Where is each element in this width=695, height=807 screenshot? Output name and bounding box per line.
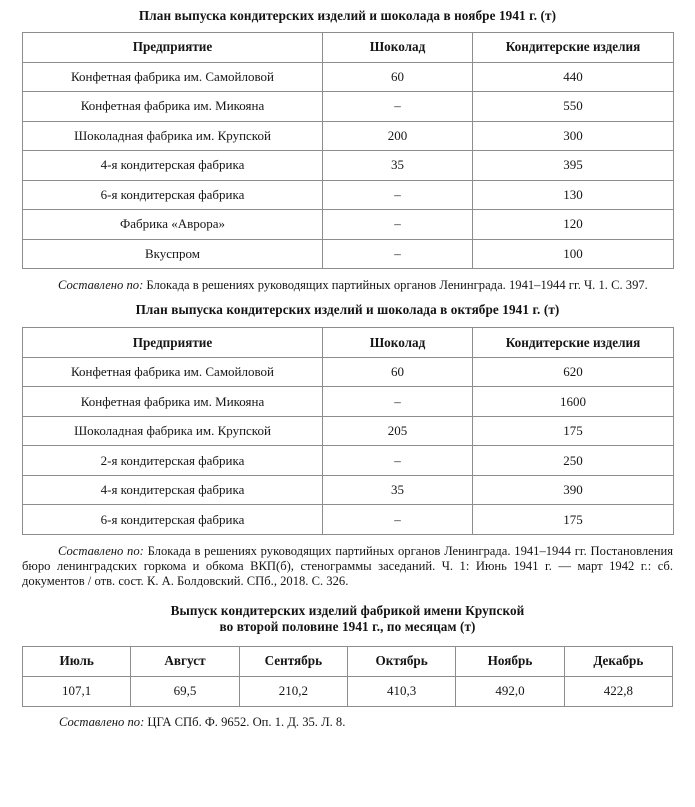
table-row [23,357,674,387]
table-header-row [23,33,674,63]
cell-chocolate: – [323,446,473,476]
table-row [23,210,674,240]
cell-enterprise: Конфетная фабрика им. Микояна [23,92,323,122]
cell-enterprise: Конфетная фабрика им. Микояна [23,387,323,417]
cell-enterprise: Вкуспром [23,239,323,269]
table-1-source-note [22,269,673,293]
table-row [23,475,674,505]
column-header-confectionery: Кондитерские изделия [473,328,674,358]
table-row [23,446,674,476]
cell-chocolate: 60 [323,62,473,92]
cell-chocolate: – [323,180,473,210]
table-2-source-note [22,535,673,590]
table-3-source-note [22,707,673,730]
cell-chocolate: – [323,239,473,269]
cell-enterprise: 6-я кондитерская фабрика [23,505,323,535]
cell-enterprise: 2-я кондитерская фабрика [23,446,323,476]
table-3-title [22,590,673,646]
table-row [23,239,674,269]
cell-confectionery: 100 [473,239,674,269]
cell-enterprise: Конфетная фабрика им. Самойловой [23,357,323,387]
cell-enterprise: Шоколадная фабрика им. Крупской [23,416,323,446]
cell-chocolate: – [323,210,473,240]
cell-confectionery: 120 [473,210,674,240]
column-header-august: Август [131,646,239,676]
table-row [23,62,674,92]
cell-confectionery: 175 [473,505,674,535]
table-row [23,121,674,151]
table-row [23,180,674,210]
column-header-chocolate: Шоколад [323,328,473,358]
cell-value-november: 492,0 [456,676,564,706]
table-row [23,92,674,122]
cell-chocolate: 200 [323,121,473,151]
source-text: Блокада в решениях руководящих партийных органов Ленинграда. 1941–1944 гг. Постановления бюро ленинградских горкома и обкома ВКП(б), стенограммы заседаний. Ч. 1: Июнь 1941 г. — март 1942 г.: сб. документов / отв. сост. К. А. Болдовский. СПб., 2018. С. 326. [22,543,673,589]
table-header-row [23,328,674,358]
column-header-enterprise: Предприятие [23,328,323,358]
cell-enterprise: 4-я кондитерская фабрика [23,151,323,181]
cell-confectionery: 395 [473,151,674,181]
cell-value-august: 69,5 [131,676,239,706]
table-row [23,387,674,417]
cell-enterprise: Конфетная фабрика им. Самойловой [23,62,323,92]
column-header-december: Декабрь [564,646,672,676]
cell-chocolate: – [323,387,473,417]
table-2-title: План выпуска кондитерских изделий и шоколада в октябре 1941 г. (т) [135,302,560,318]
cell-value-july: 107,1 [23,676,131,706]
cell-chocolate: 205 [323,416,473,446]
cell-enterprise: Фабрика «Аврора» [23,210,323,240]
cell-confectionery: 130 [473,180,674,210]
source-text: Блокада в решениях руководящих партийных органов Ленинграда. 1941–1944 гг. Ч. 1. С. 397. [143,278,648,292]
source-text: ЦГА СПб. Ф. 9652. Оп. 1. Д. 35. Л. 8. [144,714,346,729]
column-header-october: Октябрь [347,646,455,676]
cell-confectionery: 440 [473,62,674,92]
cell-enterprise: 4-я кондитерская фабрика [23,475,323,505]
column-header-chocolate: Шоколад [323,33,473,63]
cell-value-september: 210,2 [239,676,347,706]
cell-confectionery: 175 [473,416,674,446]
table-row [23,676,673,706]
cell-confectionery: 250 [473,446,674,476]
cell-confectionery: 390 [473,475,674,505]
table-3-title-line-1: Выпуск кондитерских изделий фабрикой имени Крупской [170,602,525,618]
source-label: Составлено по: [58,278,144,292]
table-3-monthly-output [22,646,673,707]
table-1-production-plan-november [22,32,674,269]
source-label: Составлено по: [58,543,144,558]
cell-chocolate: 35 [323,151,473,181]
cell-value-december: 422,8 [564,676,672,706]
cell-enterprise: 6-я кондитерская фабрика [23,180,323,210]
cell-confectionery: 1600 [473,387,674,417]
cell-confectionery: 620 [473,357,674,387]
table-row [23,416,674,446]
cell-confectionery: 550 [473,92,674,122]
column-header-confectionery: Кондитерские изделия [473,33,674,63]
source-label: Составлено по: [59,714,145,729]
column-header-july: Июль [23,646,131,676]
column-header-enterprise: Предприятие [23,33,323,63]
cell-value-october: 410,3 [347,676,455,706]
table-2-production-plan-october [22,327,674,535]
cell-enterprise: Шоколадная фабрика им. Крупской [23,121,323,151]
cell-chocolate: 60 [323,357,473,387]
column-header-november: Ноябрь [456,646,564,676]
cell-chocolate: – [323,505,473,535]
table-row [23,151,674,181]
cell-chocolate: 35 [323,475,473,505]
column-header-september: Сентябрь [239,646,347,676]
table-3-title-line-2: во второй половине 1941 г., по месяцам (т) [219,618,476,634]
table-row [23,505,674,535]
table-header-row [23,646,673,676]
table-1-title: План выпуска кондитерских изделий и шоколада в ноябре 1941 г. (т) [138,8,557,23]
cell-chocolate: – [323,92,473,122]
cell-confectionery: 300 [473,121,674,151]
